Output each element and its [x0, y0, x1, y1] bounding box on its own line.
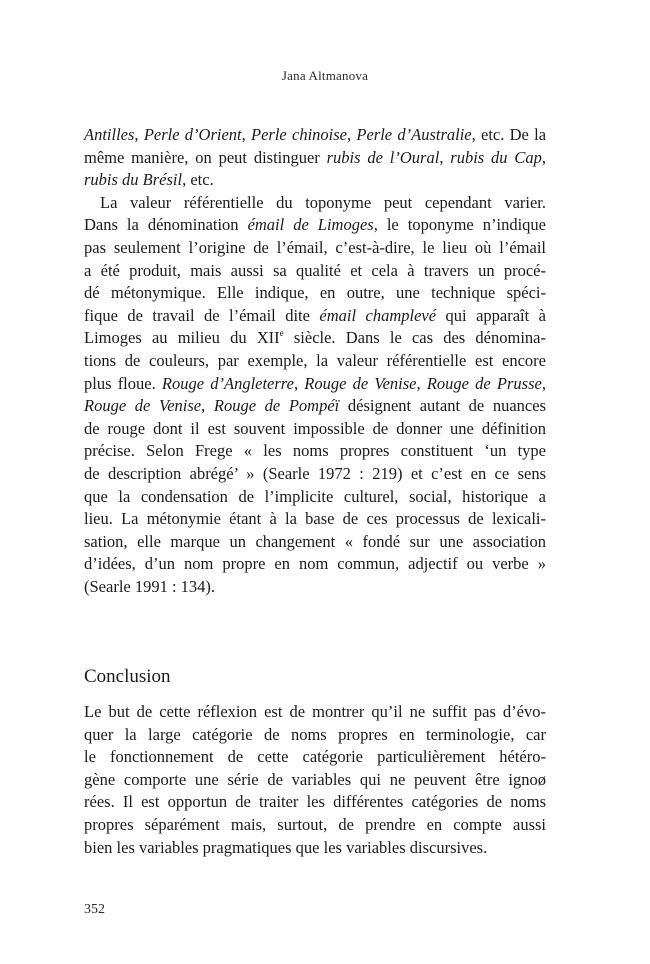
paragraph-toponym [84, 192, 546, 599]
italic-term: Antilles [84, 125, 135, 144]
text-run: , [201, 396, 214, 416]
italic-term: rubis de l’Oural [326, 147, 440, 167]
text-run: plus floue. [84, 373, 162, 393]
text-run: , [241, 125, 252, 144]
text-run: , [347, 125, 357, 144]
text-line: de description abrégé’ » (Searle 1972 : 219) et c’est en ce sens [84, 463, 546, 483]
page-number: 352 [84, 902, 105, 917]
text-line: gène comporte une série de variables qui ne peuvent être ignoø [84, 769, 546, 789]
text-line: La valeur référentielle du toponyme peut cependant varier. [100, 192, 546, 212]
text-line: (Searle 1991 : 134). [84, 576, 216, 596]
text-line [84, 373, 546, 396]
text-line: précise. Selon Frege « les noms propres constituent ‘un type [84, 441, 546, 461]
italic-term: Rouge de Venise [304, 373, 417, 393]
text-run: , [541, 147, 547, 167]
italic-term: Rouge de Venise [84, 396, 202, 416]
text-run: qui apparaît à [436, 305, 547, 325]
text-line: tions de couleurs, par exemple, la valeur référentielle est encore [84, 350, 546, 370]
text-line: bien les variables pragmatiques que les variables discursives. [84, 837, 488, 857]
text-run: , [416, 373, 427, 393]
italic-term: Perle chinoise [251, 125, 347, 144]
italic-term: rubis du Cap [450, 147, 542, 167]
text-line [84, 147, 546, 170]
text-line: a été produit, mais aussi sa qualité et cela à travers un procé- [84, 260, 546, 280]
text-line: propres séparément mais, surtout, de prendre en compte aussi [84, 814, 546, 834]
text-run: , [541, 373, 546, 393]
text-line [84, 395, 546, 418]
text-line: de rouge dont il est souvent impossible de donner une définition [84, 418, 546, 438]
text-line [84, 124, 546, 147]
text-line: lieu. La métonymie étant à la base de ces processus de lexicali- [84, 509, 546, 529]
text-run: Dans la dénomination [84, 215, 248, 235]
text-line: pas seulement l’origine de l’émail, c’est-à-dire, le lieu où l’émail [84, 237, 546, 257]
text-line [84, 305, 546, 328]
section-heading: Conclusion [84, 666, 171, 687]
running-head: Jana Altmanova [281, 68, 369, 83]
body-text-top [84, 124, 546, 598]
text-line: Le but de cette réflexion est de montrer qu’il ne suffit pas d’évo- [84, 702, 546, 721]
text-run: siècle. Dans le cas des dénomina- [283, 328, 546, 348]
text-run: même manière, on peut distinguer [84, 147, 327, 167]
italic-term: Rouge de Pompéï [213, 396, 340, 416]
text-line [84, 214, 546, 237]
text-line: dé métonymique. Elle indique, en outre, une technique spéci- [84, 283, 546, 303]
text-line [84, 327, 546, 350]
italic-term: émail de Limoges [247, 215, 374, 235]
text-run: , [293, 373, 305, 393]
text-line: le fonctionnement de cette catégorie particulièrement hétéro- [84, 747, 546, 767]
italic-term: Rouge d’Angleterre [161, 373, 294, 393]
text-line: d’idées, d’un nom propre en nom commun, adjectif ou verbe » [84, 554, 546, 574]
text-line: sation, elle marque un changement « fondé sur une association [84, 531, 546, 551]
paragraph-continuation [84, 124, 546, 192]
text-run: , etc. De la [471, 125, 547, 144]
text-run: , etc. [182, 170, 214, 190]
italic-term: Perle d’Orient [143, 125, 242, 144]
text-line [84, 169, 546, 192]
text-run: , [439, 147, 451, 167]
italic-term: Rouge de Prusse [426, 373, 542, 393]
italic-term: émail champlevé [319, 305, 437, 325]
text-run: Limoges au milieu du XII [84, 328, 280, 348]
superscript: e [279, 327, 284, 338]
text-line: quer la large catégorie de noms propres en terminologie, car [84, 724, 546, 744]
text-line: que la condensation de l’implicite culturel, social, historique a [84, 486, 546, 506]
text-run: désignent autant de nuances [339, 396, 546, 416]
text-line: rées. Il est opportun de traiter les différentes catégories de noms [84, 792, 546, 812]
text-run: , le toponyme n’indique [373, 215, 546, 235]
text-run: fique de travail de l’émail dite [84, 305, 320, 325]
italic-term: rubis du Brésil [84, 170, 183, 190]
body-text-conclusion [84, 701, 546, 859]
text-run: , [134, 125, 144, 144]
italic-term: Perle d’Australie [356, 125, 472, 144]
